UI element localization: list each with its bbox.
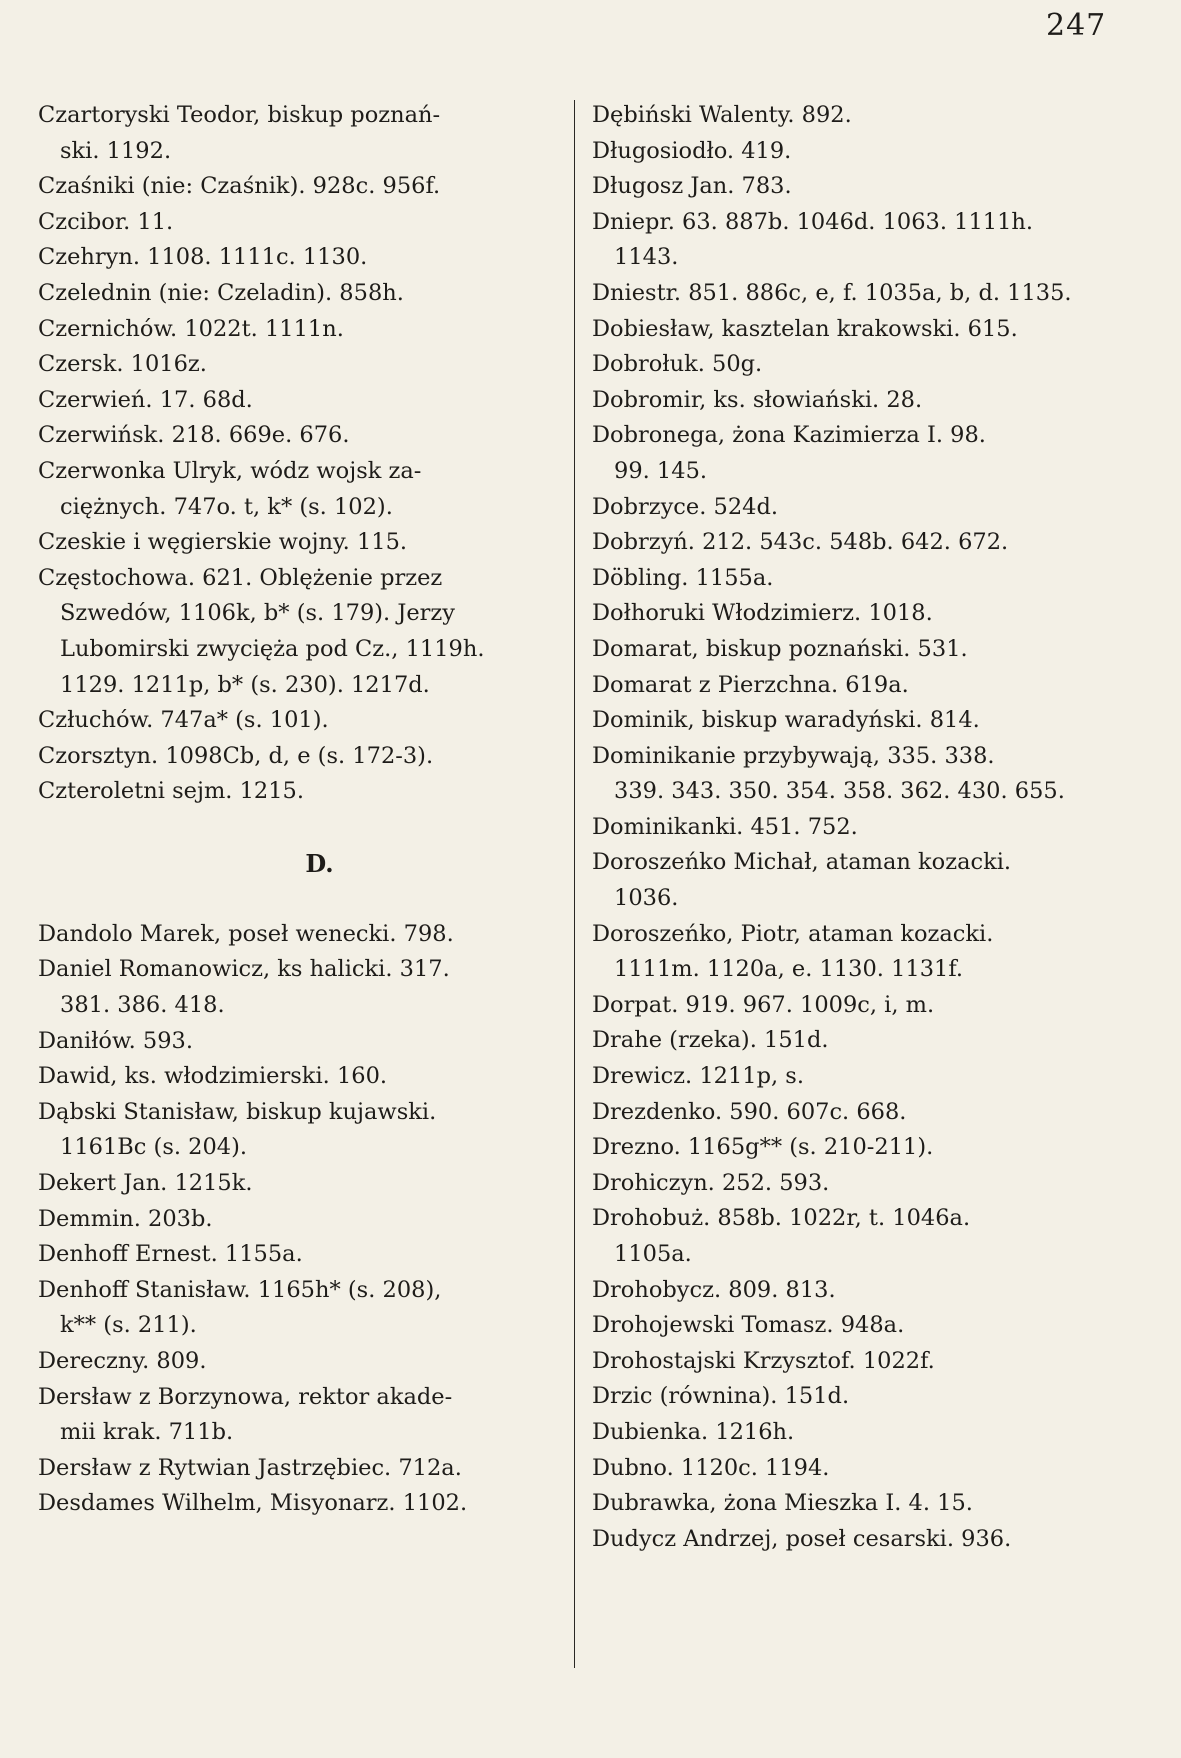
index-entry xyxy=(592,312,1119,348)
index-entry xyxy=(592,596,1119,632)
index-entry xyxy=(38,1166,561,1202)
letter-heading: D. xyxy=(305,848,334,878)
entry-headword-line: Człuchów. 747a* (s. 101). xyxy=(38,707,329,734)
index-entry xyxy=(592,1344,1119,1380)
index-entry xyxy=(592,134,1119,170)
left-entries-before xyxy=(38,98,561,810)
entry-headword-line: Czernichów. 1022t. 1111n. xyxy=(38,315,344,342)
index-entry xyxy=(38,917,561,953)
entry-headword-line: Dominikanie przybywają, 335. 338. xyxy=(592,742,995,769)
index-entry xyxy=(38,952,561,1023)
index-entry xyxy=(38,1059,561,1095)
left-entries-after xyxy=(38,917,561,1522)
entry-headword-line: Daniel Romanowicz, ks halicki. 317. xyxy=(38,956,450,983)
entry-continuation-line: 1129. 1211p, b* (s. 230). 1217d. xyxy=(60,671,430,698)
entry-headword-line: Demmin. 203b. xyxy=(38,1205,213,1232)
entry-headword-line: Dominikanki. 451. 752. xyxy=(592,813,858,840)
index-entry xyxy=(592,739,1119,810)
index-entry xyxy=(592,668,1119,704)
entry-continuation-line: 1036. xyxy=(614,885,679,912)
entry-headword-line: Dąbski Stanisław, biskup kujawski. xyxy=(38,1098,437,1125)
entry-headword-line: Dobronega, żona Kazimierza I. 98. xyxy=(592,422,986,449)
entry-headword-line: Dębiński Walenty. 892. xyxy=(592,102,852,128)
left-column xyxy=(38,98,561,1522)
index-entry xyxy=(38,774,561,810)
index-entry xyxy=(592,1059,1119,1095)
index-entry xyxy=(38,205,561,241)
index-entry xyxy=(592,1023,1119,1059)
column-divider xyxy=(574,100,575,1668)
entry-headword-line: Drohobycz. 809. 813. xyxy=(592,1276,836,1303)
entry-headword-line: Domarat, biskup poznański. 531. xyxy=(592,635,968,662)
entry-headword-line: Czerwień. 17. 68d. xyxy=(38,386,253,413)
index-entry xyxy=(38,1237,561,1273)
entry-continuation-line: 1161Bc (s. 204). xyxy=(60,1134,248,1161)
index-entry xyxy=(592,1130,1119,1166)
entry-continuation-line: 1105a. xyxy=(614,1241,692,1267)
entry-headword-line: Dubno. 1120c. 1194. xyxy=(592,1454,830,1481)
entry-headword-line: Dekert Jan. 1215k. xyxy=(38,1170,253,1197)
index-entry xyxy=(592,418,1119,489)
entry-headword-line: Czerwonka Ulryk, wódz wojsk za- xyxy=(38,457,422,484)
entry-headword-line: Drezno. 1165g** (s. 210-211). xyxy=(592,1134,934,1161)
index-entry xyxy=(592,988,1119,1024)
index-entry xyxy=(38,739,561,775)
index-entry xyxy=(592,1415,1119,1451)
entry-headword-line: Drohojewski Tomasz. 948a. xyxy=(592,1312,905,1339)
index-entry xyxy=(38,561,561,703)
index-entry xyxy=(38,1024,561,1060)
index-entry xyxy=(38,1451,561,1487)
entry-continuation-line: 1111m. 1120a, e. 1130. 1131f. xyxy=(614,956,964,983)
index-entry xyxy=(592,1308,1119,1344)
entry-continuation-line: mii krak. 711b. xyxy=(60,1419,234,1446)
index-entry xyxy=(592,1451,1119,1487)
entry-headword-line: Drahe (rzeka). 151d. xyxy=(592,1027,829,1054)
index-entry xyxy=(38,1486,561,1522)
index-entry xyxy=(592,1273,1119,1309)
index-entry xyxy=(592,276,1119,312)
index-entry xyxy=(592,1201,1119,1272)
index-entry xyxy=(592,917,1119,988)
entry-headword-line: Czeskie i węgierskie wojny. 115. xyxy=(38,529,408,556)
entry-continuation-line: 99. 145. xyxy=(614,457,708,484)
index-entry xyxy=(592,1379,1119,1415)
entry-headword-line: Częstochowa. 621. Oblężenie przez xyxy=(38,564,443,591)
page-number: 247 xyxy=(1046,8,1107,43)
entry-headword-line: Dawid, ks. włodzimierski. 160. xyxy=(38,1063,388,1090)
entry-headword-line: Dniepr. 63. 887b. 1046d. 1063. 1111h. xyxy=(592,208,1034,235)
index-entry xyxy=(38,1380,561,1451)
entry-headword-line: Drohostajski Krzysztof. 1022f. xyxy=(592,1347,935,1374)
index-entry xyxy=(38,454,561,525)
entry-headword-line: Dobiesław, kasztelan krakowski. 615. xyxy=(592,315,1018,342)
index-entry xyxy=(592,1486,1119,1522)
index-entry xyxy=(592,1095,1119,1131)
entry-headword-line: Doroszeńko Michał, ataman kozacki. xyxy=(592,849,1012,876)
entry-headword-line: Czteroletni sejm. 1215. xyxy=(38,778,305,805)
entry-headword-line: Dniestr. 851. 886c, e, f. 1035a, b, d. 1135. xyxy=(592,279,1072,306)
entry-headword-line: Drohiczyn. 252. 593. xyxy=(592,1169,830,1196)
entry-headword-line: Desdames Wilhelm, Misyonarz. 1102. xyxy=(38,1490,468,1517)
entry-headword-line: Drohobuż. 858b. 1022r, t. 1046a. xyxy=(592,1205,971,1232)
entry-headword-line: Dobrzyń. 212. 543c. 548b. 642. 672. xyxy=(592,529,1009,556)
index-entry xyxy=(38,525,561,561)
entry-headword-line: Długosiodło. 419. xyxy=(592,137,792,164)
entry-headword-line: Dobrołuk. 50g. xyxy=(592,351,763,378)
index-entry xyxy=(592,810,1119,846)
index-entry xyxy=(592,169,1119,205)
entry-headword-line: Czcibor. 11. xyxy=(38,208,174,235)
entry-headword-line: Dersław z Borzynowa, rektor akade- xyxy=(38,1383,453,1410)
index-entry xyxy=(592,1522,1119,1558)
index-entry xyxy=(38,418,561,454)
index-entry xyxy=(38,312,561,348)
entry-headword-line: Drzic (równina). 151d. xyxy=(592,1383,850,1410)
entry-headword-line: Czaśniki (nie: Czaśnik). 928c. 956f. xyxy=(38,173,441,200)
index-entry xyxy=(38,383,561,419)
entry-headword-line: Dominik, biskup waradyński. 814. xyxy=(592,707,980,734)
entry-headword-line: Drezdenko. 590. 607c. 668. xyxy=(592,1098,907,1125)
entry-headword-line: Czelednin (nie: Czeladin). 858h. xyxy=(38,279,404,306)
index-entry xyxy=(592,347,1119,383)
index-entry xyxy=(592,632,1119,668)
entry-headword-line: Drewicz. 1211p, s. xyxy=(592,1063,804,1090)
entry-headword-line: Daniłów. 593. xyxy=(38,1027,193,1054)
entry-headword-line: Czerwińsk. 218. 669e. 676. xyxy=(38,422,350,449)
index-entry xyxy=(592,703,1119,739)
entry-headword-line: Dobrzyce. 524d. xyxy=(592,493,779,520)
index-entry xyxy=(38,98,561,169)
entry-headword-line: Czartoryski Teodor, biskup poznań- xyxy=(38,102,441,128)
entry-continuation-line: k** (s. 211). xyxy=(60,1312,197,1339)
index-entry xyxy=(38,1273,561,1344)
index-entry xyxy=(38,703,561,739)
entry-headword-line: Dubienka. 1216h. xyxy=(592,1418,795,1445)
entry-headword-line: Doroszeńko, Piotr, ataman kozacki. xyxy=(592,920,994,947)
right-entries xyxy=(592,98,1119,1557)
index-entry xyxy=(38,276,561,312)
entry-continuation-line: 381. 386. 418. xyxy=(60,992,225,1019)
index-entry xyxy=(38,1095,561,1166)
index-entry xyxy=(38,347,561,383)
index-entry xyxy=(38,169,561,205)
right-column xyxy=(592,98,1119,1557)
entry-continuation-line: Lubomirski zwycięża pod Cz., 1119h. xyxy=(60,635,485,662)
entry-headword-line: Denhoff Ernest. 1155a. xyxy=(38,1241,303,1268)
index-entry xyxy=(592,205,1119,276)
index-entry xyxy=(592,561,1119,597)
entry-headword-line: Denhoff Stanisław. 1165h* (s. 208), xyxy=(38,1276,442,1303)
index-entry xyxy=(38,240,561,276)
entry-continuation-line: ciężnych. 747o. t, k* (s. 102). xyxy=(60,493,393,520)
index-entry xyxy=(38,1202,561,1238)
index-entry xyxy=(592,1166,1119,1202)
entry-headword-line: Czersk. 1016z. xyxy=(38,351,207,378)
index-entry xyxy=(592,525,1119,561)
entry-continuation-line: 339. 343. 350. 354. 358. 362. 430. 655. xyxy=(614,778,1065,805)
entry-headword-line: Dubrawka, żona Mieszka I. 4. 15. xyxy=(592,1490,973,1517)
entry-headword-line: Dereczny. 809. xyxy=(38,1348,207,1374)
index-entry xyxy=(592,383,1119,419)
entry-headword-line: Dobromir, ks. słowiański. 28. xyxy=(592,386,923,413)
entry-headword-line: Dorpat. 919. 967. 1009c, i, m. xyxy=(592,991,935,1018)
entry-headword-line: Czorsztyn. 1098Cb, d, e (s. 172-3). xyxy=(38,742,434,769)
entry-continuation-line: Szwedów, 1106k, b* (s. 179). Jerzy xyxy=(60,600,456,627)
entry-continuation-line: 1143. xyxy=(614,244,679,271)
entry-headword-line: Czehryn. 1108. 1111c. 1130. xyxy=(38,244,368,271)
entry-headword-line: Dersław z Rytwian Jastrzębiec. 712a. xyxy=(38,1454,462,1481)
entry-headword-line: Döbling. 1155a. xyxy=(592,564,774,591)
index-entry xyxy=(38,1344,561,1380)
entry-headword-line: Dandolo Marek, poseł wenecki. 798. xyxy=(38,920,454,947)
index-entry xyxy=(592,490,1119,526)
entry-continuation-line: ski. 1192. xyxy=(60,137,172,164)
index-entry xyxy=(592,845,1119,916)
entry-headword-line: Domarat z Pierzchna. 619a. xyxy=(592,671,909,698)
entry-headword-line: Dołhoruki Włodzimierz. 1018. xyxy=(592,600,933,627)
index-entry xyxy=(592,98,1119,134)
entry-headword-line: Dudycz Andrzej, poseł cesarski. 936. xyxy=(592,1525,1012,1552)
entry-headword-line: Długosz Jan. 783. xyxy=(592,173,792,200)
